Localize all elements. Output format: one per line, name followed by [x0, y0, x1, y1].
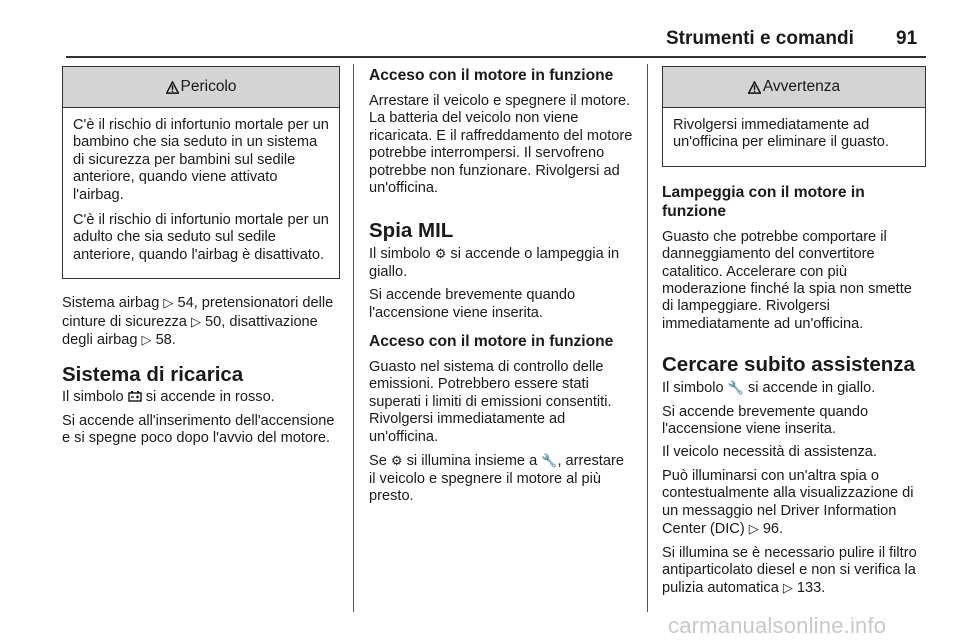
danger-text-1: C'è il rischio di infortunio mortale per un bambino che sia seduto in un sistema di sicurezza per bambini sul sedile anteriore, quando viene attivato l'airbag. [73, 117, 329, 203]
column-divider [647, 64, 648, 612]
mil-text-2: Si accende brevemente quando l'accensione viene inserita. [369, 287, 576, 321]
warning-box-header [663, 67, 925, 108]
watermark: carmanualsonline.info [668, 613, 887, 638]
warning-box-title: Avvertenza [762, 78, 841, 95]
subheading-blinking: Lampeggia con il motore in funzione [662, 183, 865, 220]
cross-references: Sistema airbag ▷ 54, pretensionatori delle cinture di sicurezza ▷ 50, disattivazione degli airbag ▷ 58. [62, 295, 334, 349]
service-wrench-icon: 🔧 [727, 380, 744, 396]
subheading-engine-running-2: Acceso con il motore in funzione [369, 333, 614, 351]
charging-text-2: Si accende all'inserimento dell'accensione e si spegne poco dopo l'avvio del motore. [62, 412, 335, 447]
blinking-text: Guasto che potrebbe comportare il danneggiamento del convertitore catalitico. Accelerare con più moderazione finché la spia non smette di lampeggiare. Rivolgersi immediatamente ad un'officina. [662, 228, 912, 332]
mil-text-1: Il simbolo ⚙ si accende o lampeggia in giallo. [369, 246, 620, 280]
page-number: 91 [896, 28, 918, 49]
warning-triangle-icon [748, 81, 761, 94]
running-header-title: Strumenti e comandi [666, 28, 854, 49]
service-text-5: Si illumina se è necessario pulire il filtro antiparticolato diesel e non si verifica la pulizia automatica ▷ 133. [662, 544, 917, 597]
engine-mil-icon: ⚙ [434, 246, 447, 262]
service-wrench-icon: 🔧 [541, 453, 558, 469]
warning-box [662, 66, 926, 167]
section-heading-service: Cercare subito assistenza [662, 353, 915, 377]
warning-text: Rivolgersi immediatamente ad un'officina per eliminare il guasto. [673, 117, 889, 151]
section-heading-mil: Spia MIL [369, 219, 454, 243]
section-heading-charging: Sistema di ricarica [62, 363, 244, 387]
column-1 [62, 66, 340, 454]
battery-icon [128, 390, 142, 402]
column-3 [662, 66, 926, 604]
header-rule [66, 56, 926, 58]
danger-box [62, 66, 340, 279]
danger-box-header [63, 67, 339, 108]
danger-text-2: C'è il rischio di infortunio mortale per un adulto che sia seduto sul sedile anteriore, quando l'airbag è disattivato. [73, 212, 329, 263]
warning-triangle-icon [166, 81, 179, 94]
column-2 [369, 66, 633, 511]
service-text-3: Il veicolo necessità di assistenza. [662, 444, 877, 461]
service-text-4: Può illuminarsi con un'altra spia o contestualmente alla visualizzazione di un messaggio nel Driver Information Center (DIC) ▷ 96. [662, 467, 914, 538]
danger-box-title: Pericolo [180, 78, 237, 95]
page-ref-arrow-icon: ▷ [190, 313, 201, 329]
subheading-engine-running: Acceso con il motore in funzione [369, 67, 614, 84]
page-ref-arrow-icon: ▷ [782, 580, 793, 596]
service-text-2: Si accende brevemente quando l'accensione viene inserita. [662, 403, 869, 438]
column-divider [353, 64, 354, 612]
charging-text-1: Il simbolo si accende in rosso. [62, 389, 275, 406]
emissions-text: Guasto nel sistema di controllo delle emissioni. Potrebbero essere stati superati i limiti di emissioni consentiti. Rivolgersi immediatamente ad un'officina. [369, 359, 612, 445]
engine-mil-icon: ⚙ [390, 453, 403, 469]
page-ref-arrow-icon: ▷ [141, 332, 152, 348]
service-text-1: Il simbolo 🔧 si accende in giallo. [662, 380, 876, 397]
page-ref-arrow-icon: ▷ [163, 295, 174, 311]
mil-service-text: Se ⚙ si illumina insieme a 🔧, arrestare il veicolo e spegnere il motore al più presto. [369, 453, 624, 504]
engine-running-text: Arrestare il veicolo e spegnere il motore. La batteria del veicolo non viene ricaricata. E il raffreddamento del motore potrebbe interrompersi. Il servofreno potrebbe non funzionare. Rivolgersi ad un'officina. [369, 93, 633, 197]
page-ref-arrow-icon: ▷ [748, 521, 759, 537]
